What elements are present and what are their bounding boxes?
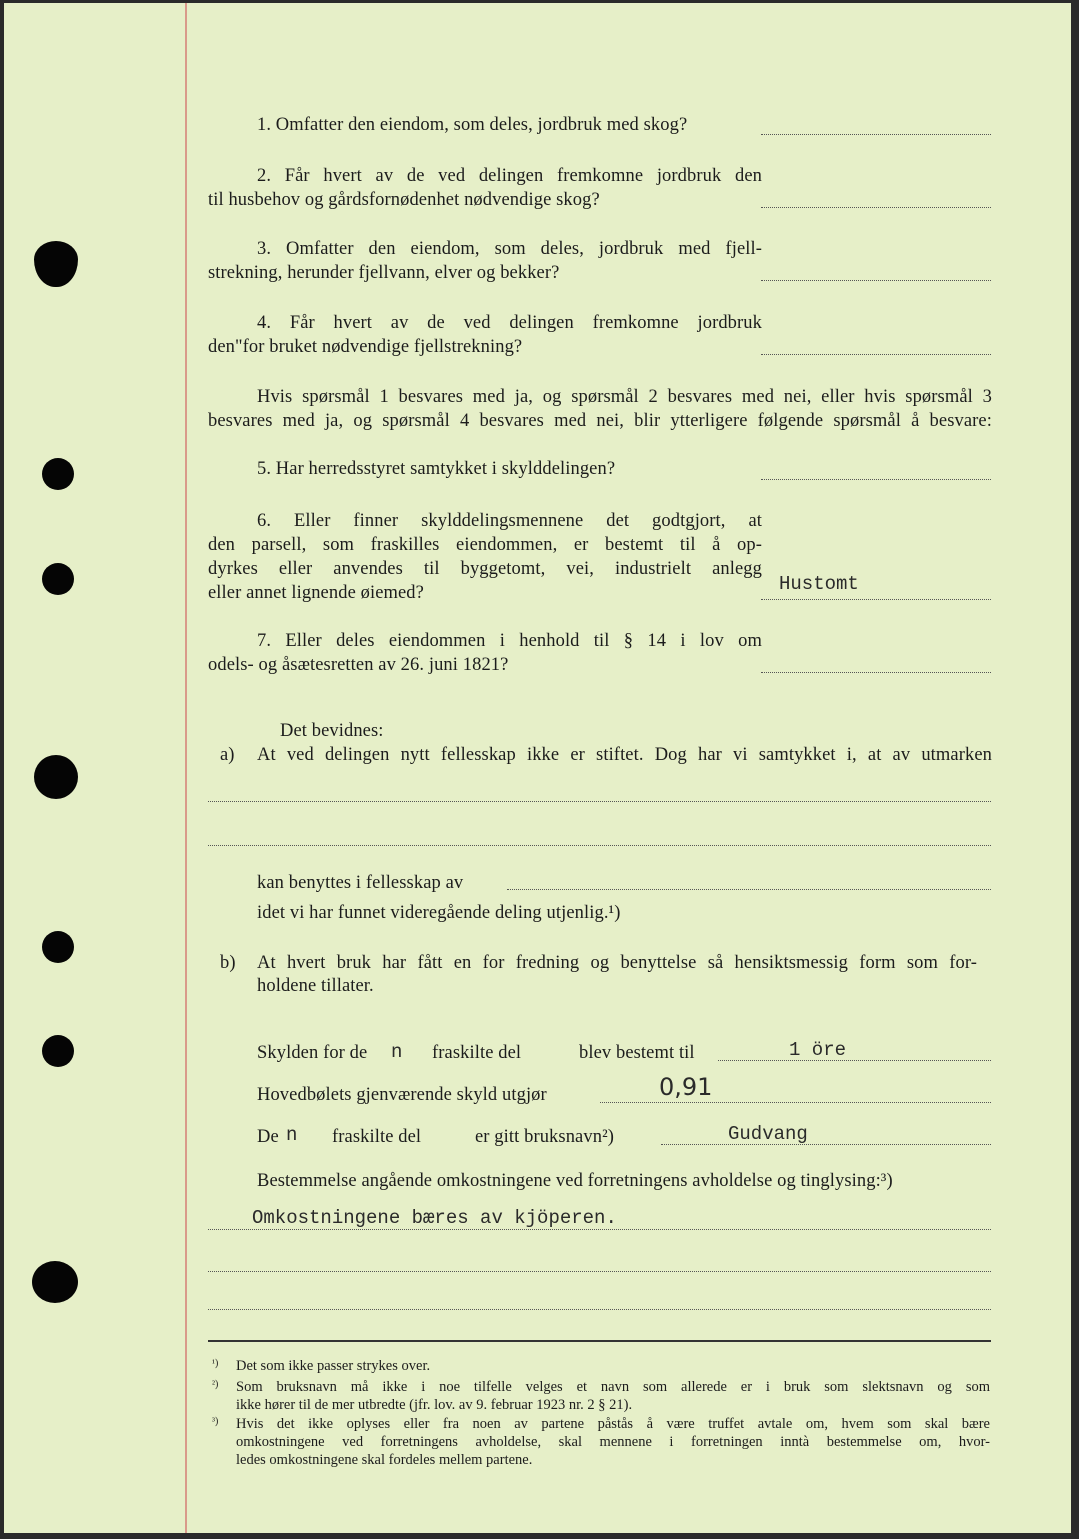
answer-line-2 (761, 207, 991, 208)
tax-value: 1 öre (789, 1039, 847, 1061)
attest-a-text: At ved delingen nytt fellesskap ikke er stiftet. Dog har vi samtykket i, at av utmarken (257, 745, 992, 765)
question-7-line-1: 7. Eller deles eiendommen i henhold til § 14 i lov om (257, 631, 762, 651)
question-3-line-2: strekning, herunder fjellvann, elver og bekker? (208, 263, 560, 283)
remaining-value-line (600, 1102, 991, 1103)
name-value: Gudvang (728, 1123, 808, 1145)
answer-line-6 (761, 599, 991, 600)
footnote-1-mark: ¹) (212, 1358, 219, 1369)
reason-text: idet vi har funnet videregående deling utjenlig.¹) (257, 903, 621, 923)
blank-line (208, 1271, 991, 1272)
cost-label: Bestemmelse angående omkostningene ved forretningens avholdelse og tinglysing:³) (257, 1171, 893, 1191)
attest-heading: Det bevidnes: (280, 721, 384, 741)
question-6-line-2: den parsell, som fraskilles eiendommen, er bestemt til å op- (208, 535, 762, 555)
document-page (4, 3, 1071, 1533)
footnote-3-line-2: omkostningene ved forretningens avholdelse, skal mennene i forretningen inntà bestemmelse om, hvor- (236, 1434, 990, 1450)
name-end: er gitt bruksnavn²) (475, 1127, 614, 1147)
answer-line-1 (761, 134, 991, 135)
attest-a-label: a) (220, 745, 235, 765)
blank-line (208, 1309, 991, 1310)
footnote-2-mark: ²) (212, 1379, 219, 1390)
attest-b-line-2: holdene tillater. (257, 976, 374, 996)
name-suffix-handwritten: n (286, 1124, 298, 1146)
punch-hole (32, 1261, 78, 1303)
attest-b-line-1: At hvert bruk har fått en for fredning og benyttelse så hensiktsmessig form som for- (257, 953, 977, 973)
question-3-line-1: 3. Omfatter den eiendom, som deles, jordbruk med fjell- (257, 239, 762, 259)
question-1: 1. Omfatter den eiendom, som deles, jordbruk med skog? (257, 115, 688, 135)
question-6-line-1: 6. Eller finner skylddelingsmennene det godtgjort, at (257, 511, 762, 531)
shared-use-line (507, 889, 991, 890)
punch-hole (34, 241, 78, 287)
punch-hole (42, 931, 74, 963)
question-7-line-2: odels- og åsætesretten av 26. juni 1821? (208, 655, 509, 675)
punch-hole (42, 1035, 74, 1067)
question-6-line-4: eller annet lignende øiemed? (208, 583, 424, 603)
blank-line (208, 845, 991, 846)
condition-line-1: Hvis spørsmål 1 besvares med ja, og spørsmål 2 besvares med nei, eller hvis spørsmål 3 (257, 387, 992, 407)
shared-use-text: kan benyttes i fellesskap av (257, 873, 464, 893)
footnote-2-line-1: Som bruksnavn må ikke i noe tilfelle velges et navn som allerede er i bruk som slektsnavn og som (236, 1379, 990, 1395)
answer-line-7 (761, 672, 991, 673)
cost-line (208, 1229, 991, 1230)
punch-hole (42, 563, 74, 595)
name-mid: fraskilte del (332, 1127, 422, 1147)
question-6-answer: Hustomt (779, 573, 859, 595)
answer-line-4 (761, 354, 991, 355)
remaining-label: Hovedbølets gjenværende skyld utgjør (257, 1085, 547, 1105)
footnote-separator (208, 1340, 991, 1342)
answer-line-5 (761, 479, 991, 480)
footnote-1: Det som ikke passer strykes over. (236, 1358, 431, 1374)
footnote-3-line-3: ledes omkostningene skal fordeles mellem partene. (236, 1452, 533, 1468)
tax-value-line (718, 1060, 991, 1061)
condition-line-2: besvares med ja, og spørsmål 4 besvares med nei, blir ytterligere følgende spørsmål å besvare: (208, 411, 992, 431)
answer-line-3 (761, 280, 991, 281)
punch-hole (42, 458, 74, 490)
remaining-value: 0,91 (659, 1073, 713, 1101)
punch-hole (34, 755, 78, 799)
margin-line (185, 3, 187, 1533)
question-2-line-2: til husbehov og gårdsfornødenhet nødvendige skog? (208, 190, 600, 210)
question-2-line-1: 2. Får hvert av de ved delingen fremkomne jordbruk den (257, 166, 762, 186)
blank-line (208, 801, 991, 802)
tax-end: blev bestemt til (579, 1043, 695, 1063)
question-5: 5. Har herredsstyret samtykket i skylddelingen? (257, 459, 616, 479)
cost-value: Omkostningene bæres av kjöperen. (252, 1207, 617, 1229)
tax-suffix-handwritten: n (391, 1041, 403, 1063)
footnote-2-line-2: ikke hører til de mer utbredte (jfr. lov. av 9. februar 1923 nr. 2 § 21). (236, 1397, 633, 1413)
footnote-3-mark: ³) (212, 1416, 219, 1427)
attest-b-label: b) (220, 953, 236, 973)
question-4-line-1: 4. Får hvert av de ved delingen fremkomne jordbruk (257, 313, 762, 333)
tax-prefix: Skylden for de (257, 1043, 368, 1063)
question-4-line-2: den"for bruket nødvendige fjellstrekning? (208, 337, 523, 357)
question-6-line-3: dyrkes eller anvendes til byggetomt, vei, industrielt anlegg (208, 559, 762, 579)
footnote-3-line-1: Hvis det ikke oplyses eller fra noen av partene påstås å være truffet avtale om, hvem som skal bære (236, 1416, 990, 1432)
name-value-line (661, 1144, 991, 1145)
tax-mid: fraskilte del (432, 1043, 522, 1063)
name-prefix: De (257, 1127, 279, 1147)
